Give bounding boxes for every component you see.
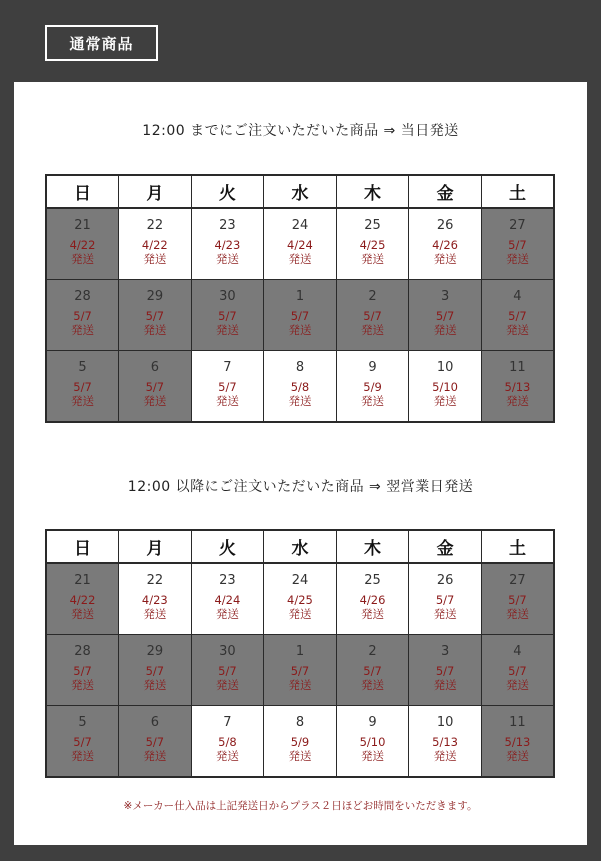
calendar-heading-after-noon: 12:00 以降にご注文いただいた商品 ⇒ 翌営業日発送 xyxy=(127,479,474,495)
section-label: 通常商品 xyxy=(45,25,158,61)
ship-date: 5/13 xyxy=(504,735,531,749)
calendar-day-cell xyxy=(191,563,264,635)
ship-label: 発送 xyxy=(361,678,385,692)
calendar-day-cell xyxy=(264,706,337,778)
ship-label: 発送 xyxy=(505,678,529,692)
calendar-day-cell xyxy=(336,635,409,706)
ship-label: 発送 xyxy=(433,607,457,621)
day-number: 9 xyxy=(368,360,377,375)
calendar-day-cell xyxy=(264,635,337,706)
ship-date: 5/7 xyxy=(218,664,237,678)
weekday-header: 日 xyxy=(46,530,119,563)
ship-date: 4/25 xyxy=(287,593,313,607)
ship-date: 4/23 xyxy=(141,593,168,607)
ship-date: 5/7 xyxy=(145,664,165,678)
calendar-week-row xyxy=(46,635,554,706)
ship-label: 発送 xyxy=(71,678,95,692)
ship-date: 5/7 xyxy=(145,380,165,394)
day-number: 25 xyxy=(364,573,381,588)
ship-date: 5/7 xyxy=(73,735,92,749)
day-number: 9 xyxy=(368,715,377,730)
ship-label: 発送 xyxy=(215,394,239,408)
day-number: 23 xyxy=(219,218,236,233)
weekday-header: 木 xyxy=(336,530,409,563)
calendar-day-cell xyxy=(46,706,119,778)
ship-date: 5/7 xyxy=(73,664,92,678)
ship-date: 5/8 xyxy=(218,735,237,749)
ship-date: 5/7 xyxy=(145,309,165,323)
day-number: 6 xyxy=(150,360,159,375)
calendar-day-cell xyxy=(481,351,554,423)
ship-label: 発送 xyxy=(215,252,239,266)
calendar-day-cell xyxy=(46,563,119,635)
ship-label: 発送 xyxy=(288,749,312,763)
calendar-day-cell xyxy=(191,280,264,351)
ship-date: 5/8 xyxy=(290,380,310,394)
weekday-header-row xyxy=(46,530,554,563)
calendar-week-row xyxy=(46,208,554,280)
weekday-header: 火 xyxy=(191,530,264,563)
calendar-day-cell xyxy=(119,208,192,280)
ship-date: 4/23 xyxy=(214,238,241,252)
shipping-calendar-after-noon xyxy=(45,529,555,778)
day-number: 5 xyxy=(78,715,87,730)
ship-label: 発送 xyxy=(215,607,239,621)
ship-label: 発送 xyxy=(361,323,385,337)
day-number: 22 xyxy=(146,573,164,588)
day-number: 23 xyxy=(219,573,236,588)
calendar-day-cell xyxy=(191,706,264,778)
calendar-panel xyxy=(14,82,587,845)
calendar-day-cell xyxy=(481,280,554,351)
ship-label: 発送 xyxy=(143,323,167,337)
ship-label: 発送 xyxy=(433,323,457,337)
ship-date: 5/7 xyxy=(218,380,237,394)
calendar-day-cell xyxy=(481,208,554,280)
calendar-week-row xyxy=(46,563,554,635)
ship-label: 発送 xyxy=(215,323,239,337)
ship-date: 4/26 xyxy=(359,593,386,607)
calendar-day-cell xyxy=(46,635,119,706)
calendar-day-cell xyxy=(119,706,192,778)
day-number: 2 xyxy=(368,289,377,304)
ship-label: 発送 xyxy=(143,678,167,692)
ship-date: 5/7 xyxy=(290,309,310,323)
ship-date: 4/26 xyxy=(432,238,458,252)
ship-label: 発送 xyxy=(505,749,529,763)
ship-date: 5/9 xyxy=(290,735,310,749)
day-number: 30 xyxy=(219,644,236,659)
day-number: 21 xyxy=(74,218,91,233)
ship-label: 発送 xyxy=(433,749,457,763)
calendar-day-cell xyxy=(336,563,409,635)
weekday-header: 水 xyxy=(264,175,337,208)
day-number: 11 xyxy=(509,715,526,730)
ship-label: 発送 xyxy=(143,607,167,621)
calendar-day-cell xyxy=(119,280,192,351)
day-number: 27 xyxy=(509,218,526,233)
calendar-day-cell xyxy=(409,351,482,423)
day-number: 4 xyxy=(513,289,522,304)
shipping-calendar-before-noon xyxy=(45,174,555,423)
ship-date: 5/7 xyxy=(290,664,310,678)
ship-label: 発送 xyxy=(71,323,95,337)
ship-label: 発送 xyxy=(288,323,312,337)
weekday-header: 金 xyxy=(409,530,482,563)
calendar-day-cell xyxy=(46,351,119,423)
footnote: ※メーカー仕入品は上記発送日からプラス２日ほどお時間をいただきます。 xyxy=(123,800,478,812)
ship-label: 発送 xyxy=(505,323,529,337)
ship-date: 4/22 xyxy=(69,593,96,607)
ship-label: 発送 xyxy=(215,749,239,763)
ship-date: 4/25 xyxy=(359,238,386,252)
calendar-day-cell xyxy=(119,351,192,423)
day-number: 30 xyxy=(219,289,236,304)
ship-date: 5/7 xyxy=(508,238,527,252)
calendar-day-cell xyxy=(264,351,337,423)
ship-date: 5/7 xyxy=(508,593,527,607)
day-number: 4 xyxy=(513,644,522,659)
calendar-week-row xyxy=(46,280,554,351)
calendar-day-cell xyxy=(409,635,482,706)
day-number: 8 xyxy=(295,360,305,375)
weekday-header: 土 xyxy=(481,530,554,563)
day-number: 29 xyxy=(146,644,164,659)
day-number: 28 xyxy=(74,644,91,659)
calendar-day-cell xyxy=(46,208,119,280)
ship-date: 5/10 xyxy=(432,380,458,394)
ship-label: 発送 xyxy=(505,394,529,408)
ship-label: 発送 xyxy=(288,607,312,621)
calendar-day-cell xyxy=(119,635,192,706)
calendar-day-cell xyxy=(119,563,192,635)
ship-date: 5/13 xyxy=(504,380,531,394)
calendar-day-cell xyxy=(191,351,264,423)
calendar-day-cell xyxy=(336,706,409,778)
ship-date: 4/24 xyxy=(214,593,241,607)
weekday-header: 日 xyxy=(46,175,119,208)
ship-label: 発送 xyxy=(143,749,167,763)
weekday-header: 月 xyxy=(119,530,192,563)
day-number: 1 xyxy=(295,644,305,659)
ship-label: 発送 xyxy=(361,749,385,763)
day-number: 26 xyxy=(436,573,454,588)
ship-label: 発送 xyxy=(288,394,312,408)
day-number: 10 xyxy=(436,715,454,730)
day-number: 1 xyxy=(295,289,305,304)
ship-label: 発送 xyxy=(143,252,167,266)
ship-label: 発送 xyxy=(433,678,457,692)
ship-date: 5/7 xyxy=(435,309,455,323)
weekday-header: 水 xyxy=(264,530,337,563)
day-number: 6 xyxy=(150,715,159,730)
calendar-day-cell xyxy=(409,563,482,635)
ship-label: 発送 xyxy=(71,252,95,266)
calendar-heading-before-noon: 12:00 までにご注文いただいた商品 ⇒ 当日発送 xyxy=(142,123,459,139)
calendar-day-cell xyxy=(191,635,264,706)
calendar-day-cell xyxy=(264,280,337,351)
ship-date: 5/7 xyxy=(508,664,527,678)
ship-label: 発送 xyxy=(215,678,239,692)
ship-date: 4/22 xyxy=(69,238,96,252)
day-number: 7 xyxy=(223,360,232,375)
ship-date: 5/7 xyxy=(145,735,165,749)
weekday-header: 木 xyxy=(336,175,409,208)
calendar-week-row xyxy=(46,351,554,423)
day-number: 2 xyxy=(368,644,377,659)
ship-label: 発送 xyxy=(361,607,385,621)
calendar-day-cell xyxy=(191,208,264,280)
day-number: 8 xyxy=(295,715,305,730)
ship-date: 5/7 xyxy=(363,309,382,323)
weekday-header: 金 xyxy=(409,175,482,208)
day-number: 3 xyxy=(440,289,450,304)
ship-label: 発送 xyxy=(71,749,95,763)
day-number: 3 xyxy=(440,644,450,659)
ship-label: 発送 xyxy=(71,394,95,408)
ship-date: 5/7 xyxy=(218,309,237,323)
day-number: 11 xyxy=(509,360,526,375)
day-number: 5 xyxy=(78,360,87,375)
ship-date: 5/13 xyxy=(432,735,458,749)
day-number: 27 xyxy=(509,573,526,588)
day-number: 24 xyxy=(291,573,309,588)
day-number: 29 xyxy=(146,289,164,304)
day-number: 21 xyxy=(74,573,91,588)
calendar-day-cell xyxy=(264,563,337,635)
weekday-header: 火 xyxy=(191,175,264,208)
weekday-header: 土 xyxy=(481,175,554,208)
ship-label: 発送 xyxy=(433,252,457,266)
calendar-week-row xyxy=(46,706,554,778)
day-number: 28 xyxy=(74,289,91,304)
calendar-day-cell xyxy=(264,208,337,280)
ship-date: 5/10 xyxy=(359,735,386,749)
calendar-day-cell xyxy=(481,563,554,635)
ship-label: 発送 xyxy=(505,252,529,266)
ship-label: 発送 xyxy=(71,607,95,621)
calendar-day-cell xyxy=(409,706,482,778)
calendar-day-cell xyxy=(481,635,554,706)
calendar-day-cell xyxy=(336,280,409,351)
ship-label: 発送 xyxy=(288,252,312,266)
calendar-day-cell xyxy=(336,208,409,280)
ship-date: 4/22 xyxy=(141,238,168,252)
ship-label: 発送 xyxy=(505,607,529,621)
day-number: 26 xyxy=(436,218,454,233)
ship-date: 5/7 xyxy=(73,309,92,323)
calendar-day-cell xyxy=(409,280,482,351)
weekday-header: 月 xyxy=(119,175,192,208)
day-number: 22 xyxy=(146,218,164,233)
calendar-day-cell xyxy=(481,706,554,778)
ship-label: 発送 xyxy=(361,394,385,408)
ship-label: 発送 xyxy=(361,252,385,266)
weekday-header-row xyxy=(46,175,554,208)
ship-date: 5/7 xyxy=(435,664,455,678)
ship-date: 4/24 xyxy=(287,238,313,252)
calendar-day-cell xyxy=(409,208,482,280)
ship-date: 5/7 xyxy=(508,309,527,323)
ship-label: 発送 xyxy=(433,394,457,408)
day-number: 10 xyxy=(436,360,454,375)
ship-date: 5/9 xyxy=(363,380,382,394)
ship-label: 発送 xyxy=(288,678,312,692)
ship-date: 5/7 xyxy=(435,593,455,607)
day-number: 7 xyxy=(223,715,232,730)
day-number: 25 xyxy=(364,218,381,233)
ship-date: 5/7 xyxy=(73,380,92,394)
day-number: 24 xyxy=(291,218,309,233)
ship-date: 5/7 xyxy=(363,664,382,678)
ship-label: 発送 xyxy=(143,394,167,408)
calendar-day-cell xyxy=(336,351,409,423)
calendar-day-cell xyxy=(46,280,119,351)
